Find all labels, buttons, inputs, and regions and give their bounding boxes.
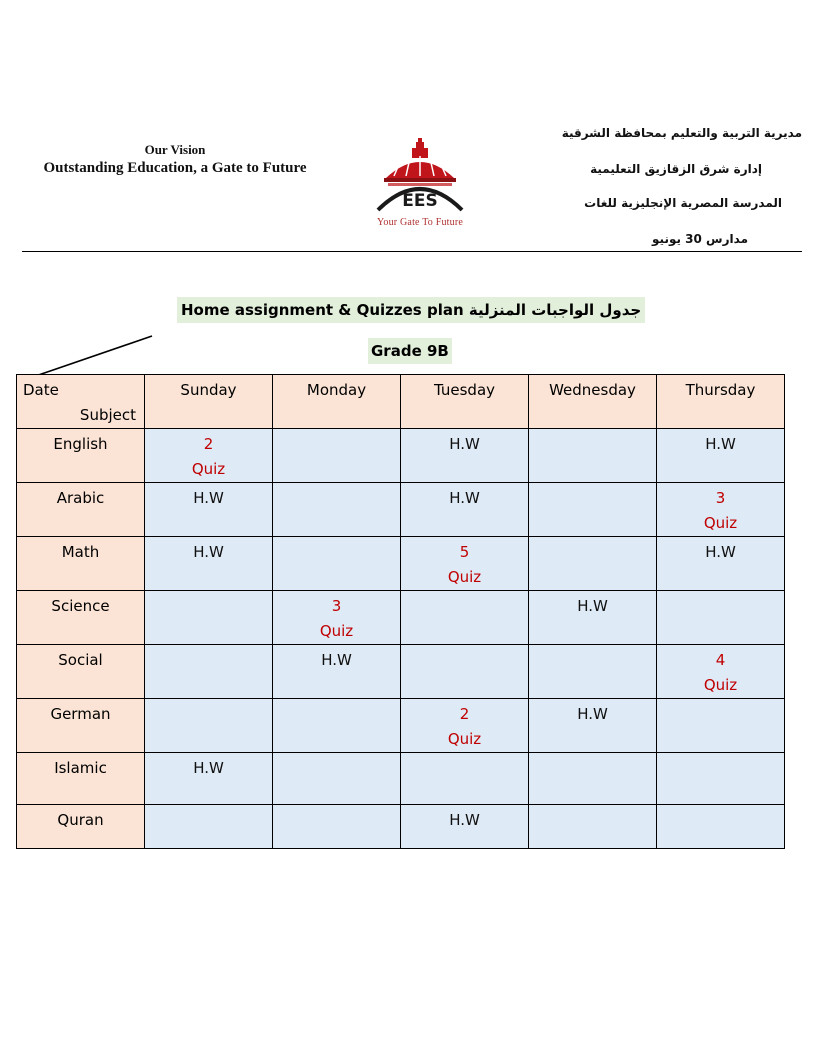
corner-subject-label: Subject xyxy=(79,406,136,424)
quiz-number: 3 xyxy=(331,597,342,615)
vision-block xyxy=(20,141,330,178)
schedule-cell xyxy=(145,429,273,483)
schedule-cell xyxy=(657,483,785,537)
vision-text: Outstanding Education, a Gate to Future xyxy=(43,160,307,176)
schedule-cell xyxy=(273,483,401,537)
quiz-number: 2 xyxy=(203,435,214,453)
title-arabic: جدول الواجبات المنزلية xyxy=(468,301,642,319)
subject-label: Science xyxy=(51,597,110,615)
day-header xyxy=(401,375,529,429)
schedule-cell xyxy=(145,805,273,849)
vision-label: Our Vision xyxy=(144,142,206,157)
schedule-cell xyxy=(529,753,657,805)
subject-cell xyxy=(17,645,145,699)
day-label: Tuesday xyxy=(433,381,496,399)
schedule-cell xyxy=(529,699,657,753)
table-row xyxy=(17,429,785,483)
arabic-line-schools-group: مدارس 30 يونيو xyxy=(652,232,748,246)
subject-label: Islamic xyxy=(54,759,107,777)
schedule-cell xyxy=(145,591,273,645)
schedule-cell xyxy=(145,483,273,537)
schedule-cell xyxy=(273,429,401,483)
header-divider xyxy=(22,251,802,252)
day-label: Thursday xyxy=(685,381,756,399)
subject-cell xyxy=(17,483,145,537)
logo-initials: EES xyxy=(402,191,438,211)
table-row xyxy=(17,591,785,645)
title-english: Home assignment & Quizzes plan xyxy=(181,301,464,319)
homework-label: H.W xyxy=(577,597,608,615)
schedule-cell xyxy=(401,645,529,699)
schedule-cell xyxy=(401,591,529,645)
subject-cell xyxy=(17,805,145,849)
arabic-line-school: المدرسة المصرية الإنجليزية للغات xyxy=(584,196,782,210)
schedule-cell xyxy=(401,537,529,591)
table-row xyxy=(17,537,785,591)
homework-label: H.W xyxy=(705,435,736,453)
corner-date-label: Date xyxy=(23,381,59,399)
schedule-cell xyxy=(273,645,401,699)
subject-cell xyxy=(17,699,145,753)
subject-label: Arabic xyxy=(56,489,105,507)
table-row xyxy=(17,753,785,805)
homework-label: H.W xyxy=(193,759,224,777)
page-title xyxy=(177,297,645,323)
schedule-cell xyxy=(529,645,657,699)
subject-label: German xyxy=(50,705,111,723)
table-row xyxy=(17,645,785,699)
schedule-cell xyxy=(401,805,529,849)
schedule-cell xyxy=(401,753,529,805)
arabic-line-administration: إدارة شرق الزقازيق التعليمية xyxy=(590,162,762,176)
arabic-line-directorate: مديرية التربية والتعليم بمحافظة الشرقية xyxy=(561,126,802,140)
homework-label: H.W xyxy=(449,811,480,829)
grade-label: Grade 9B xyxy=(368,338,452,364)
table-row xyxy=(17,699,785,753)
day-label: Sunday xyxy=(180,381,237,399)
schedule-cell xyxy=(145,753,273,805)
quiz-label: Quiz xyxy=(703,676,738,694)
logo-tagline: Your Gate To Future xyxy=(376,217,464,228)
schedule-cell xyxy=(273,591,401,645)
subject-label: Quran xyxy=(57,811,104,829)
subject-label: Math xyxy=(61,543,100,561)
schedule-cell xyxy=(657,591,785,645)
schedule-cell xyxy=(401,483,529,537)
quiz-number: 5 xyxy=(459,543,470,561)
schedule-cell xyxy=(145,645,273,699)
quiz-number: 2 xyxy=(459,705,470,723)
assignment-table xyxy=(16,374,785,849)
day-label: Monday xyxy=(306,381,367,399)
subject-label: Social xyxy=(58,651,103,669)
schedule-cell xyxy=(273,699,401,753)
subject-cell xyxy=(17,537,145,591)
subject-cell xyxy=(17,753,145,805)
schedule-cell xyxy=(401,699,529,753)
day-header xyxy=(657,375,785,429)
homework-label: H.W xyxy=(193,543,224,561)
subject-cell xyxy=(17,591,145,645)
schedule-cell xyxy=(529,805,657,849)
schedule-cell xyxy=(657,699,785,753)
schedule-cell xyxy=(657,753,785,805)
schedule-cell xyxy=(145,699,273,753)
schedule-cell xyxy=(657,645,785,699)
subject-label: English xyxy=(53,435,108,453)
schedule-cell xyxy=(657,429,785,483)
day-header xyxy=(273,375,401,429)
day-label: Wednesday xyxy=(549,381,636,399)
homework-label: H.W xyxy=(449,435,480,453)
quiz-number: 4 xyxy=(715,651,726,669)
schedule-cell xyxy=(273,537,401,591)
homework-label: H.W xyxy=(193,489,224,507)
corner-cell xyxy=(17,375,145,429)
schedule-cell xyxy=(273,753,401,805)
day-header xyxy=(145,375,273,429)
quiz-label: Quiz xyxy=(447,568,482,586)
schedule-cell xyxy=(273,805,401,849)
quiz-label: Quiz xyxy=(191,460,226,478)
schedule-cell xyxy=(529,429,657,483)
schedule-cell xyxy=(401,429,529,483)
quiz-label: Quiz xyxy=(703,514,738,532)
day-header xyxy=(529,375,657,429)
schedule-cell xyxy=(529,483,657,537)
table-row xyxy=(17,805,785,849)
homework-label: H.W xyxy=(577,705,608,723)
table-header-row xyxy=(17,375,785,429)
quiz-number: 3 xyxy=(715,489,726,507)
subject-cell xyxy=(17,429,145,483)
table-row xyxy=(17,483,785,537)
schedule-cell xyxy=(145,537,273,591)
schedule-cell xyxy=(657,805,785,849)
homework-label: H.W xyxy=(705,543,736,561)
homework-label: H.W xyxy=(449,489,480,507)
homework-label: H.W xyxy=(321,651,352,669)
schedule-cell xyxy=(529,537,657,591)
schedule-cell xyxy=(529,591,657,645)
quiz-label: Quiz xyxy=(319,622,354,640)
quiz-label: Quiz xyxy=(447,730,482,748)
schedule-cell xyxy=(657,537,785,591)
